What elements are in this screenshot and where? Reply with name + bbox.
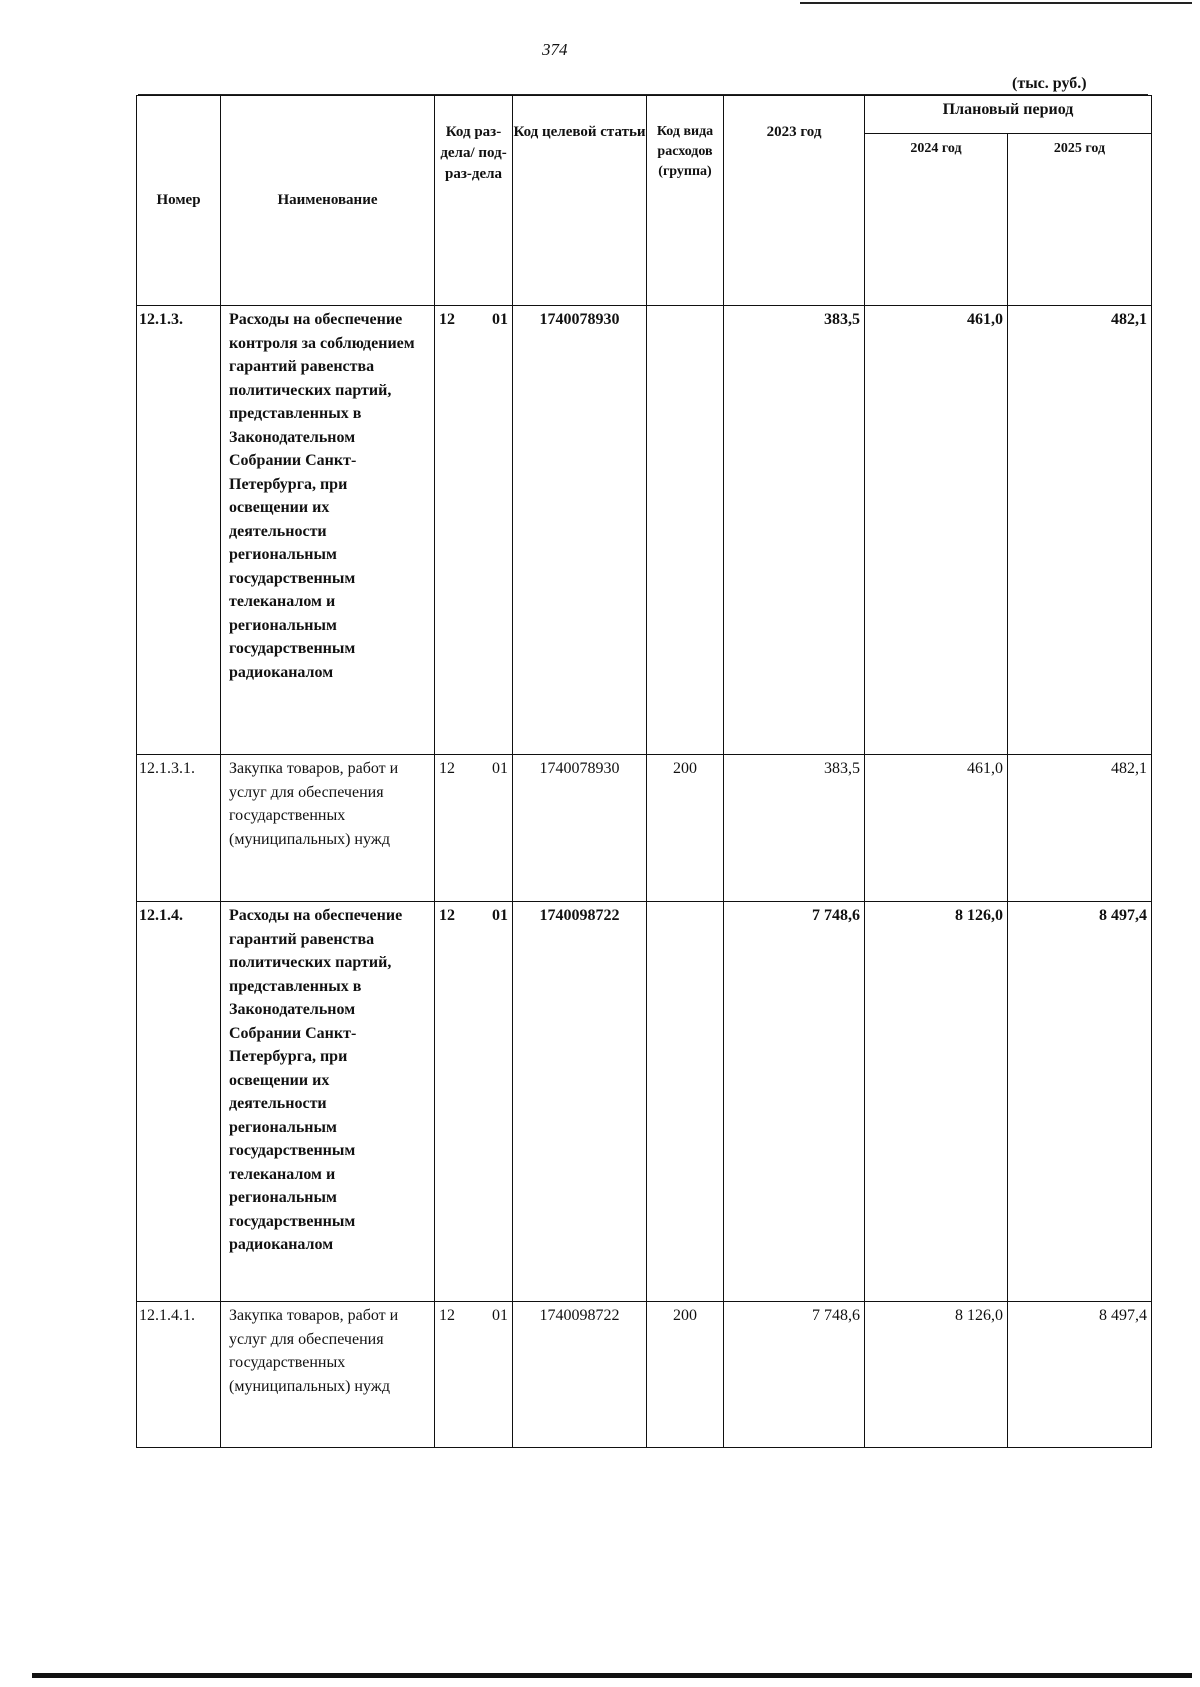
row-expense-type: 200 bbox=[647, 755, 724, 902]
row-2024: 8 126,0 bbox=[865, 1302, 1008, 1448]
row-name: Закупка товаров, работ и услуг для обеспечения государственных (муниципальных) нужд bbox=[221, 1302, 435, 1448]
header-year-2025: 2025 год bbox=[1008, 134, 1152, 306]
row-name: Расходы на обеспечение гарантий равенства политических партий, представленных в Законодательном Собрании Санкт-Петербурга, при освещении их деятельности региональным государственным телеканалом и региональным государственным радиоканалом bbox=[221, 902, 435, 1302]
row-2023: 383,5 bbox=[724, 755, 865, 902]
row-2025: 482,1 bbox=[1008, 306, 1152, 755]
row-number: 12.1.4.1. bbox=[137, 1302, 221, 1448]
header-plan-period: Плановый период bbox=[865, 96, 1152, 134]
row-2025: 482,1 bbox=[1008, 755, 1152, 902]
row-section-code: 12 bbox=[439, 760, 455, 777]
budget-table bbox=[136, 95, 1152, 1448]
header-section: Код раз-дела/ под-раз-дела bbox=[435, 96, 513, 306]
bottom-rule bbox=[32, 1673, 1192, 1678]
row-section bbox=[435, 902, 513, 1302]
row-2025: 8 497,4 bbox=[1008, 902, 1152, 1302]
header-number: Номер bbox=[137, 96, 221, 306]
row-section bbox=[435, 1302, 513, 1448]
row-2023: 7 748,6 bbox=[724, 902, 865, 1302]
row-name: Расходы на обеспечение контроля за соблюдением гарантий равенства политических партий, представленных в Законодательном Собрании Санкт-Петербурга, при освещении их деятельности региональным государственным телеканалом и региональным государственным радиоканалом bbox=[221, 306, 435, 755]
row-target: 1740078930 bbox=[513, 755, 647, 902]
table-row bbox=[137, 1302, 1152, 1448]
row-number: 12.1.3.1. bbox=[137, 755, 221, 902]
row-target: 1740078930 bbox=[513, 306, 647, 755]
page-number: 374 bbox=[542, 40, 568, 59]
row-section bbox=[435, 755, 513, 902]
row-section bbox=[435, 306, 513, 755]
row-expense-type: 200 bbox=[647, 1302, 724, 1448]
row-2025: 8 497,4 bbox=[1008, 1302, 1152, 1448]
header-year-2023: 2023 год bbox=[724, 96, 865, 306]
row-expense-type bbox=[647, 306, 724, 755]
row-section-code: 12 bbox=[439, 907, 455, 924]
row-name: Закупка товаров, работ и услуг для обеспечения государственных (муниципальных) нужд bbox=[221, 755, 435, 902]
row-target: 1740098722 bbox=[513, 902, 647, 1302]
table-row bbox=[137, 306, 1152, 755]
row-number: 12.1.4. bbox=[137, 902, 221, 1302]
table-row bbox=[137, 755, 1152, 902]
row-2024: 8 126,0 bbox=[865, 902, 1008, 1302]
row-2023: 383,5 bbox=[724, 306, 865, 755]
row-section-code: 12 bbox=[439, 311, 455, 328]
units-label: (тыс. руб.) bbox=[1012, 75, 1087, 92]
row-target: 1740098722 bbox=[513, 1302, 647, 1448]
header-expense-type: Код вида расходов (группа) bbox=[647, 96, 724, 306]
header-name: Наименование bbox=[221, 96, 435, 306]
top-rule bbox=[800, 2, 1192, 4]
row-number: 12.1.3. bbox=[137, 306, 221, 755]
header-row-top bbox=[137, 96, 1152, 134]
row-2024: 461,0 bbox=[865, 306, 1008, 755]
table-row bbox=[137, 902, 1152, 1302]
row-2023: 7 748,6 bbox=[724, 1302, 865, 1448]
row-subsection-code: 01 bbox=[492, 311, 508, 328]
header-year-2024: 2024 год bbox=[865, 134, 1008, 306]
row-subsection-code: 01 bbox=[492, 760, 508, 777]
row-expense-type bbox=[647, 902, 724, 1302]
row-subsection-code: 01 bbox=[492, 1307, 508, 1324]
header-target: Код целевой статьи bbox=[513, 96, 647, 306]
row-subsection-code: 01 bbox=[492, 907, 508, 924]
row-2024: 461,0 bbox=[865, 755, 1008, 902]
row-section-code: 12 bbox=[439, 1307, 455, 1324]
